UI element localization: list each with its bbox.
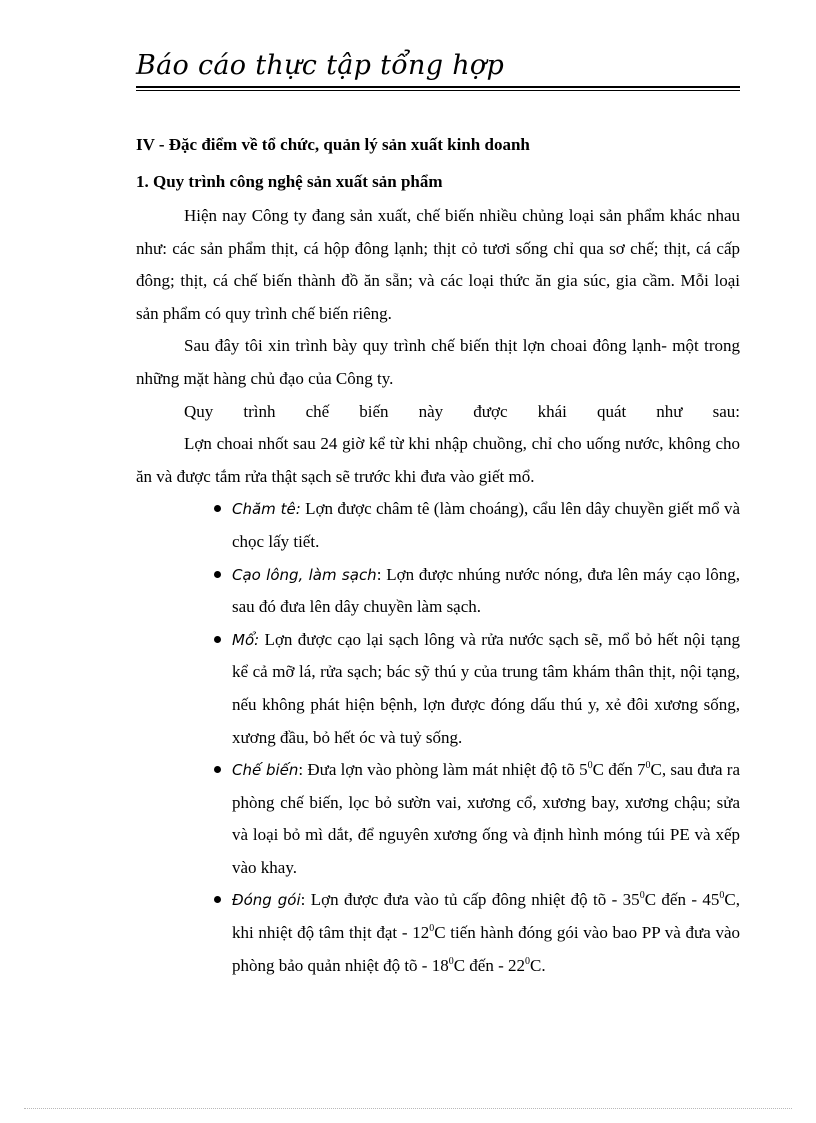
- paragraph-intro: Sau đây tôi xin trình bày quy trình chế biến thịt lợn choai đông lạnh- một trong những mặt hàng chủ đạo của Công ty.: [136, 336, 740, 388]
- step-text: C, sau đưa ra phòng chế biến, lọc bỏ sườn vai, xương cổ, xương bay, xương chậu; sửa và loại bỏ mì dắt, để nguyên xương ống và định hình móng túi PE và xếp vào khay.: [232, 760, 740, 877]
- step-text: : Lợn được đưa vào tủ cấp đông nhiệt độ tõ - 35: [300, 890, 640, 910]
- header-rule-thin: [136, 90, 740, 91]
- header-rule-thick: [136, 86, 740, 88]
- bullet-icon: [214, 766, 221, 773]
- page-header: [136, 48, 740, 91]
- list-item: [136, 754, 740, 884]
- step-text: C tiến hành đóng gói vào bao PP và đưa vào phòng bảo quản nhiệt độ tõ - 18: [232, 923, 740, 975]
- step-text: C đến 7: [592, 760, 646, 780]
- superscript: 0: [645, 760, 651, 772]
- step-text: Lợn được cạo lại sạch lông và rửa nước sạch sẽ, mổ bỏ hết nội tạng kể cả mỡ lá, rửa sạch; bác sỹ thú y của trung tâm khám thân thịt, nội tạng, nếu không phát hiện bệnh, lợn được đóng dấu thú y, xẻ đôi xương sống, xương đầu, bỏ hết óc và tuỷ sống.: [232, 629, 740, 747]
- step-text: C đến - 22: [453, 955, 526, 975]
- page-bottom-border: [24, 1108, 792, 1109]
- step-text: C, khi nhiệt độ tâm thịt đạt - 12: [232, 890, 741, 943]
- bullet-icon: [214, 505, 221, 512]
- superscript: 0: [719, 890, 725, 902]
- step-text: : Lợn được nhúng nước nóng, đưa lên máy cạo lông, sau đó đưa lên dây chuyền làm sạch.: [232, 564, 740, 617]
- document-body: [136, 126, 740, 982]
- list-item: [136, 624, 740, 754]
- process-steps-list: [136, 493, 740, 982]
- step-term: Chăm tê:: [232, 500, 301, 519]
- list-item: [136, 493, 740, 558]
- superscript: 0: [525, 955, 531, 967]
- paragraph-preparation: Lợn choai nhốt sau 24 giờ kể từ khi nhập chuồng, chỉ cho uống nước, không cho ăn và được tắm rửa thật sạch sẽ trước khi đưa vào giết mổ.: [136, 434, 740, 486]
- step-term: Mổ:: [232, 630, 260, 649]
- section-heading: IV - Đặc điểm về tổ chức, quản lý sản xuất kinh doanh: [136, 135, 530, 154]
- step-text: C đến - 45: [644, 890, 720, 910]
- step-term: Chế biến: [232, 761, 299, 780]
- report-title: Báo cáo thực tập tổng hợp: [136, 50, 505, 81]
- subsection-heading: 1. Quy trình công nghệ sản xuất sản phẩm: [136, 172, 443, 191]
- superscript: 0: [448, 955, 454, 967]
- step-term: Đóng gói: [232, 891, 301, 910]
- bullet-icon: [214, 896, 221, 903]
- superscript: 0: [639, 890, 645, 902]
- paragraph-overview: Quy trình chế biến này được khái quát như sau:: [184, 401, 740, 421]
- superscript: 0: [587, 760, 593, 772]
- paragraph-products: Hiện nay Công ty đang sản xuất, chế biến nhiều chủng loại sản phẩm khác nhau như: các sản phẩm thịt, cá hộp đông lạnh; thịt cỏ tươi sống chỉ qua sơ chế; thịt, cá cấp đông; thịt, cá chế biến thành đồ ăn sẵn; và các loại thức ăn gia súc, gia cầm. Mỗi loại sản phẩm có quy trình chế biến riêng.: [136, 206, 740, 323]
- bullet-icon: [214, 571, 221, 578]
- step-term: Cạo lông, làm sạch: [232, 565, 377, 584]
- step-text: C.: [530, 955, 546, 975]
- superscript: 0: [429, 923, 435, 935]
- list-item: [136, 884, 740, 982]
- bullet-icon: [214, 636, 221, 643]
- step-text: Lợn được châm tê (làm choáng), cẩu lên dây chuyền giết mổ và chọc lấy tiết.: [232, 499, 741, 551]
- step-text: : Đưa lợn vào phòng làm mát nhiệt độ tõ 5: [298, 760, 588, 780]
- list-item: [136, 559, 740, 624]
